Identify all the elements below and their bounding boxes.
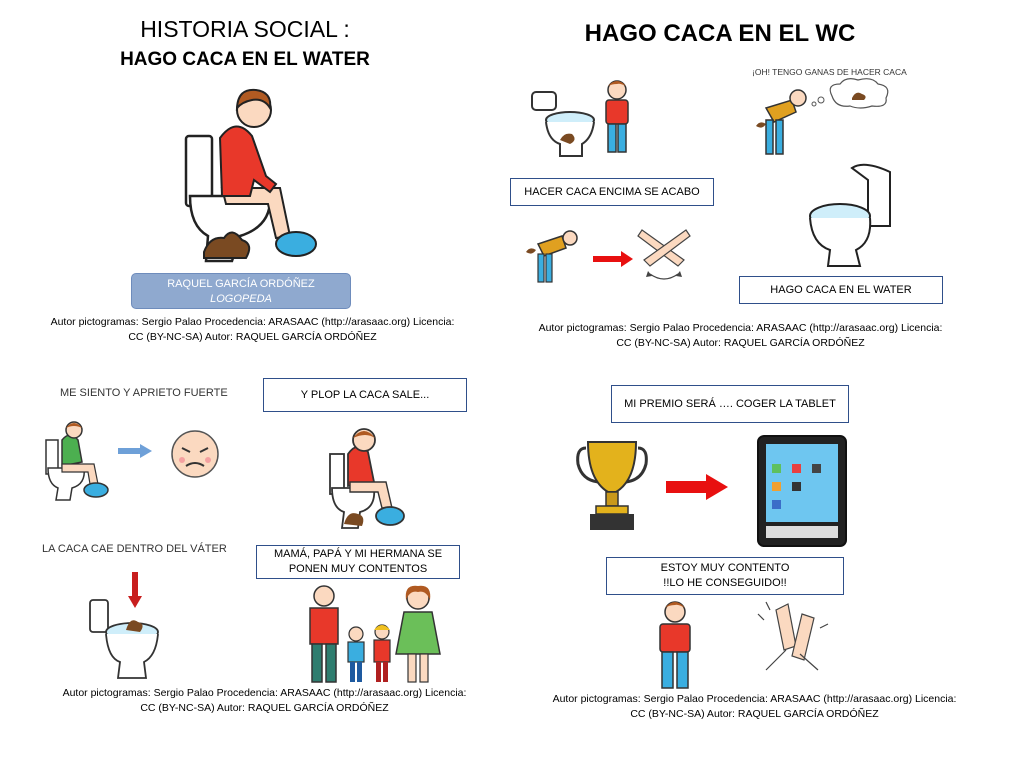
red-arrow-icon [593, 251, 633, 267]
box-familia [256, 545, 460, 579]
trophy-icon [576, 440, 648, 532]
blue-arrow-icon [118, 444, 152, 458]
box-hacer-caca-encima-label: HACER CACA ENCIMA SE ACABO [524, 185, 700, 198]
caption-caca-cae: LA CACA CAE DENTRO DEL VÁTER [42, 543, 227, 555]
title-line2: HAGO CACA EN EL WATER [120, 49, 370, 70]
right-title: HAGO CACA EN EL WC [584, 20, 856, 47]
box-contento-line1: ESTOY MUY CONTENTO [660, 562, 790, 575]
toilet-icon [530, 88, 596, 158]
author-role: LOGOPEDA [210, 292, 272, 305]
box-hacer-caca-encima [510, 178, 714, 206]
credits-line2: CC (BY-NC-SA) Autor: RAQUEL GARCÍA ORDÓÑEZ [140, 702, 389, 715]
credits-top-right [508, 321, 973, 351]
credits-line2: CC (BY-NC-SA) Autor: RAQUEL GARCÍA ORDÓÑEZ [128, 331, 377, 344]
author-name: RAQUEL GARCÍA ORDÓÑEZ [167, 278, 315, 290]
tablet-icon [756, 434, 848, 548]
boy-on-toilet-icon [180, 76, 330, 266]
toilet-large-icon [806, 160, 896, 268]
boy-on-toilet-small-icon [44, 418, 110, 502]
toilet-with-poop-icon [86, 572, 162, 680]
credits-line1: Autor pictogramas: Sergio Palao Procedencia: ARASAAC (http://arasaac.org) Licencia: [50, 316, 455, 328]
author-box [131, 273, 351, 309]
boy-standing-icon [600, 80, 634, 156]
crying-face-icon [170, 428, 220, 480]
box-familia-line2: PONEN MUY CONTENTOS [288, 563, 428, 575]
crossed-arms-icon [636, 226, 692, 284]
box-contento [606, 557, 844, 595]
boy-bending-small-icon [522, 228, 582, 284]
box-hago-caca-water-label: HAGO CACA EN EL WATER [770, 283, 912, 296]
red-arrow-large-icon [666, 474, 728, 500]
caption-me-siento: ME SIENTO Y APRIETO FUERTE [60, 387, 228, 399]
thought-caption: ¡OH! TENGO GANAS DE HACER CACA [752, 67, 907, 77]
credits-bottom-right [522, 692, 987, 722]
credits-line2: CC (BY-NC-SA) Autor: RAQUEL GARCÍA ORDÓÑEZ [616, 337, 865, 350]
thought-bubble-icon [810, 76, 894, 110]
box-hago-caca-water [739, 276, 943, 304]
credits-line1: Autor pictogramas: Sergio Palao Procedencia: ARASAAC (http://arasaac.org) Licencia: [552, 693, 957, 705]
box-plop [263, 378, 467, 412]
credits-top-left [20, 315, 485, 345]
boy-on-toilet-medium-icon [328, 424, 406, 532]
box-premio [611, 385, 849, 423]
box-contento-line2: !!LO HE CONSEGUIDO!! [663, 577, 787, 589]
credits-line1: Autor pictogramas: Sergio Palao Procedencia: ARASAAC (http://arasaac.org) Licencia: [538, 322, 943, 334]
clapping-hands-icon [756, 600, 828, 676]
family-icon [298, 584, 446, 684]
box-premio-label: MI PREMIO SERÁ …. COGER LA TABLET [624, 397, 836, 410]
credits-bottom-left [32, 686, 497, 716]
title-line1: HISTORIA SOCIAL : [140, 16, 350, 42]
boy-bending-icon [752, 86, 812, 158]
credits-line2: CC (BY-NC-SA) Autor: RAQUEL GARCÍA ORDÓÑEZ [630, 708, 879, 721]
boy-happy-icon [652, 600, 698, 690]
box-familia-line1: MAMÁ, PAPÁ Y MI HERMANA SE [273, 548, 443, 561]
box-plop-label: Y PLOP LA CACA SALE... [300, 388, 430, 401]
credits-line1: Autor pictogramas: Sergio Palao Procedencia: ARASAAC (http://arasaac.org) Licencia: [62, 687, 467, 699]
